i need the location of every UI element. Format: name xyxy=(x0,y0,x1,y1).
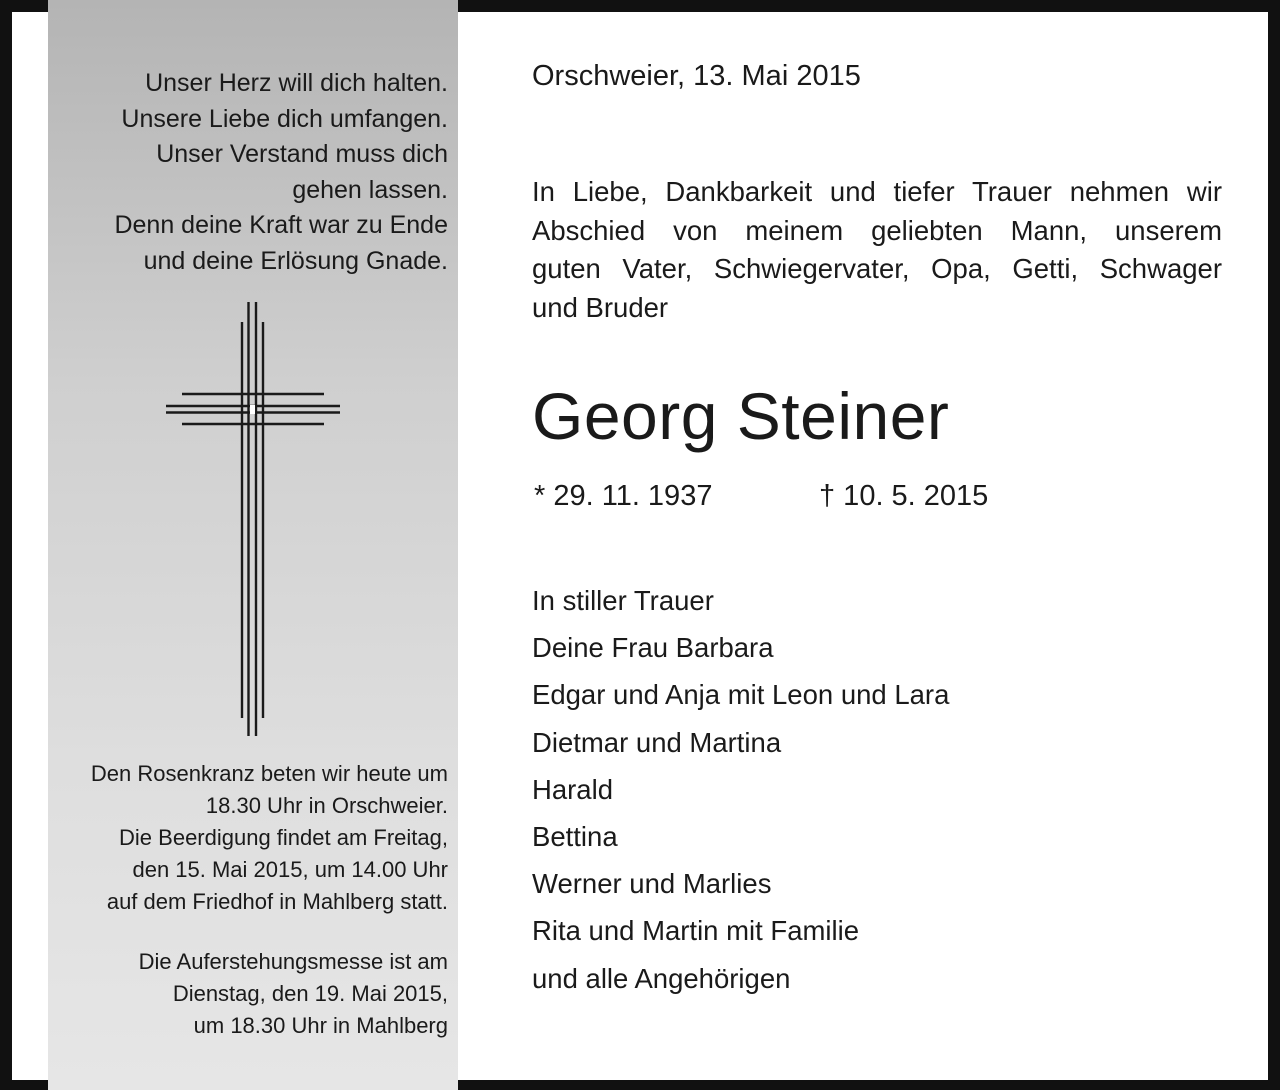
rosary-line: Den Rosenkranz beten wir heute um xyxy=(90,761,448,786)
poem-line: Unser Verstand muss dich xyxy=(156,140,448,168)
deceased-name: Georg Steiner xyxy=(532,379,950,453)
mourner-line: Werner und Marlies xyxy=(532,868,772,900)
mass-line: Dienstag, den 19. Mai 2015, xyxy=(172,981,448,1006)
mourner-line: Rita und Martin mit Familie xyxy=(532,915,860,947)
mourners-list xyxy=(532,581,949,1006)
poem-line: Denn deine Kraft war zu Ende xyxy=(114,211,448,239)
mourner-line: Bettina xyxy=(532,820,618,852)
rosary-line: Die Beerdigung findet am Freitag, xyxy=(119,825,448,850)
birth-date: * 29. 11. 1937 xyxy=(534,480,713,512)
poem-line: Unsere Liebe dich umfangen. xyxy=(121,104,448,133)
intro-line: Abschied von meinem geliebten Mann, unserem xyxy=(532,214,1222,246)
mourner-line: In stiller Trauer xyxy=(532,585,714,616)
mourner-line: Dietmar und Martina xyxy=(532,726,782,758)
poem-line: Unser Herz will dich halten. xyxy=(145,69,448,97)
poem-line: und deine Erlösung Gnade. xyxy=(143,246,448,275)
intro-line: und Bruder xyxy=(532,291,669,323)
mass-notice xyxy=(52,946,448,1042)
rosary-line: auf dem Friedhof in Mahlberg statt. xyxy=(106,889,448,914)
rosary-notice xyxy=(52,758,448,918)
mass-line: um 18.30 Uhr in Mahlberg xyxy=(193,1013,448,1038)
poem-line: gehen lassen. xyxy=(292,175,448,204)
rosary-line: 18.30 Uhr in Orschweier. xyxy=(205,793,448,818)
death-date: † 10. 5. 2015 xyxy=(819,480,989,512)
mourner-line: Edgar und Anja mit Leon und Lara xyxy=(532,679,950,711)
mourner-line: Harald xyxy=(532,773,614,805)
mourner-line: Deine Frau Barbara xyxy=(532,632,774,664)
rosary-line: den 15. Mai 2015, um 14.00 Uhr xyxy=(132,857,448,882)
cross-icon xyxy=(164,298,342,738)
mass-line: Die Auferstehungsmesse ist am xyxy=(138,949,448,974)
mourner-line: und alle Angehörigen xyxy=(532,962,791,994)
intro-text xyxy=(532,173,1222,327)
place-date: Orschweier, 13. Mai 2015 xyxy=(532,60,861,92)
poem xyxy=(60,66,448,279)
intro-line: guten Vater, Schwiegervater, Opa, Getti, Schwager xyxy=(532,253,1222,284)
intro-line: In Liebe, Dankbarkeit und tiefer Trauer nehmen wir xyxy=(532,176,1222,207)
